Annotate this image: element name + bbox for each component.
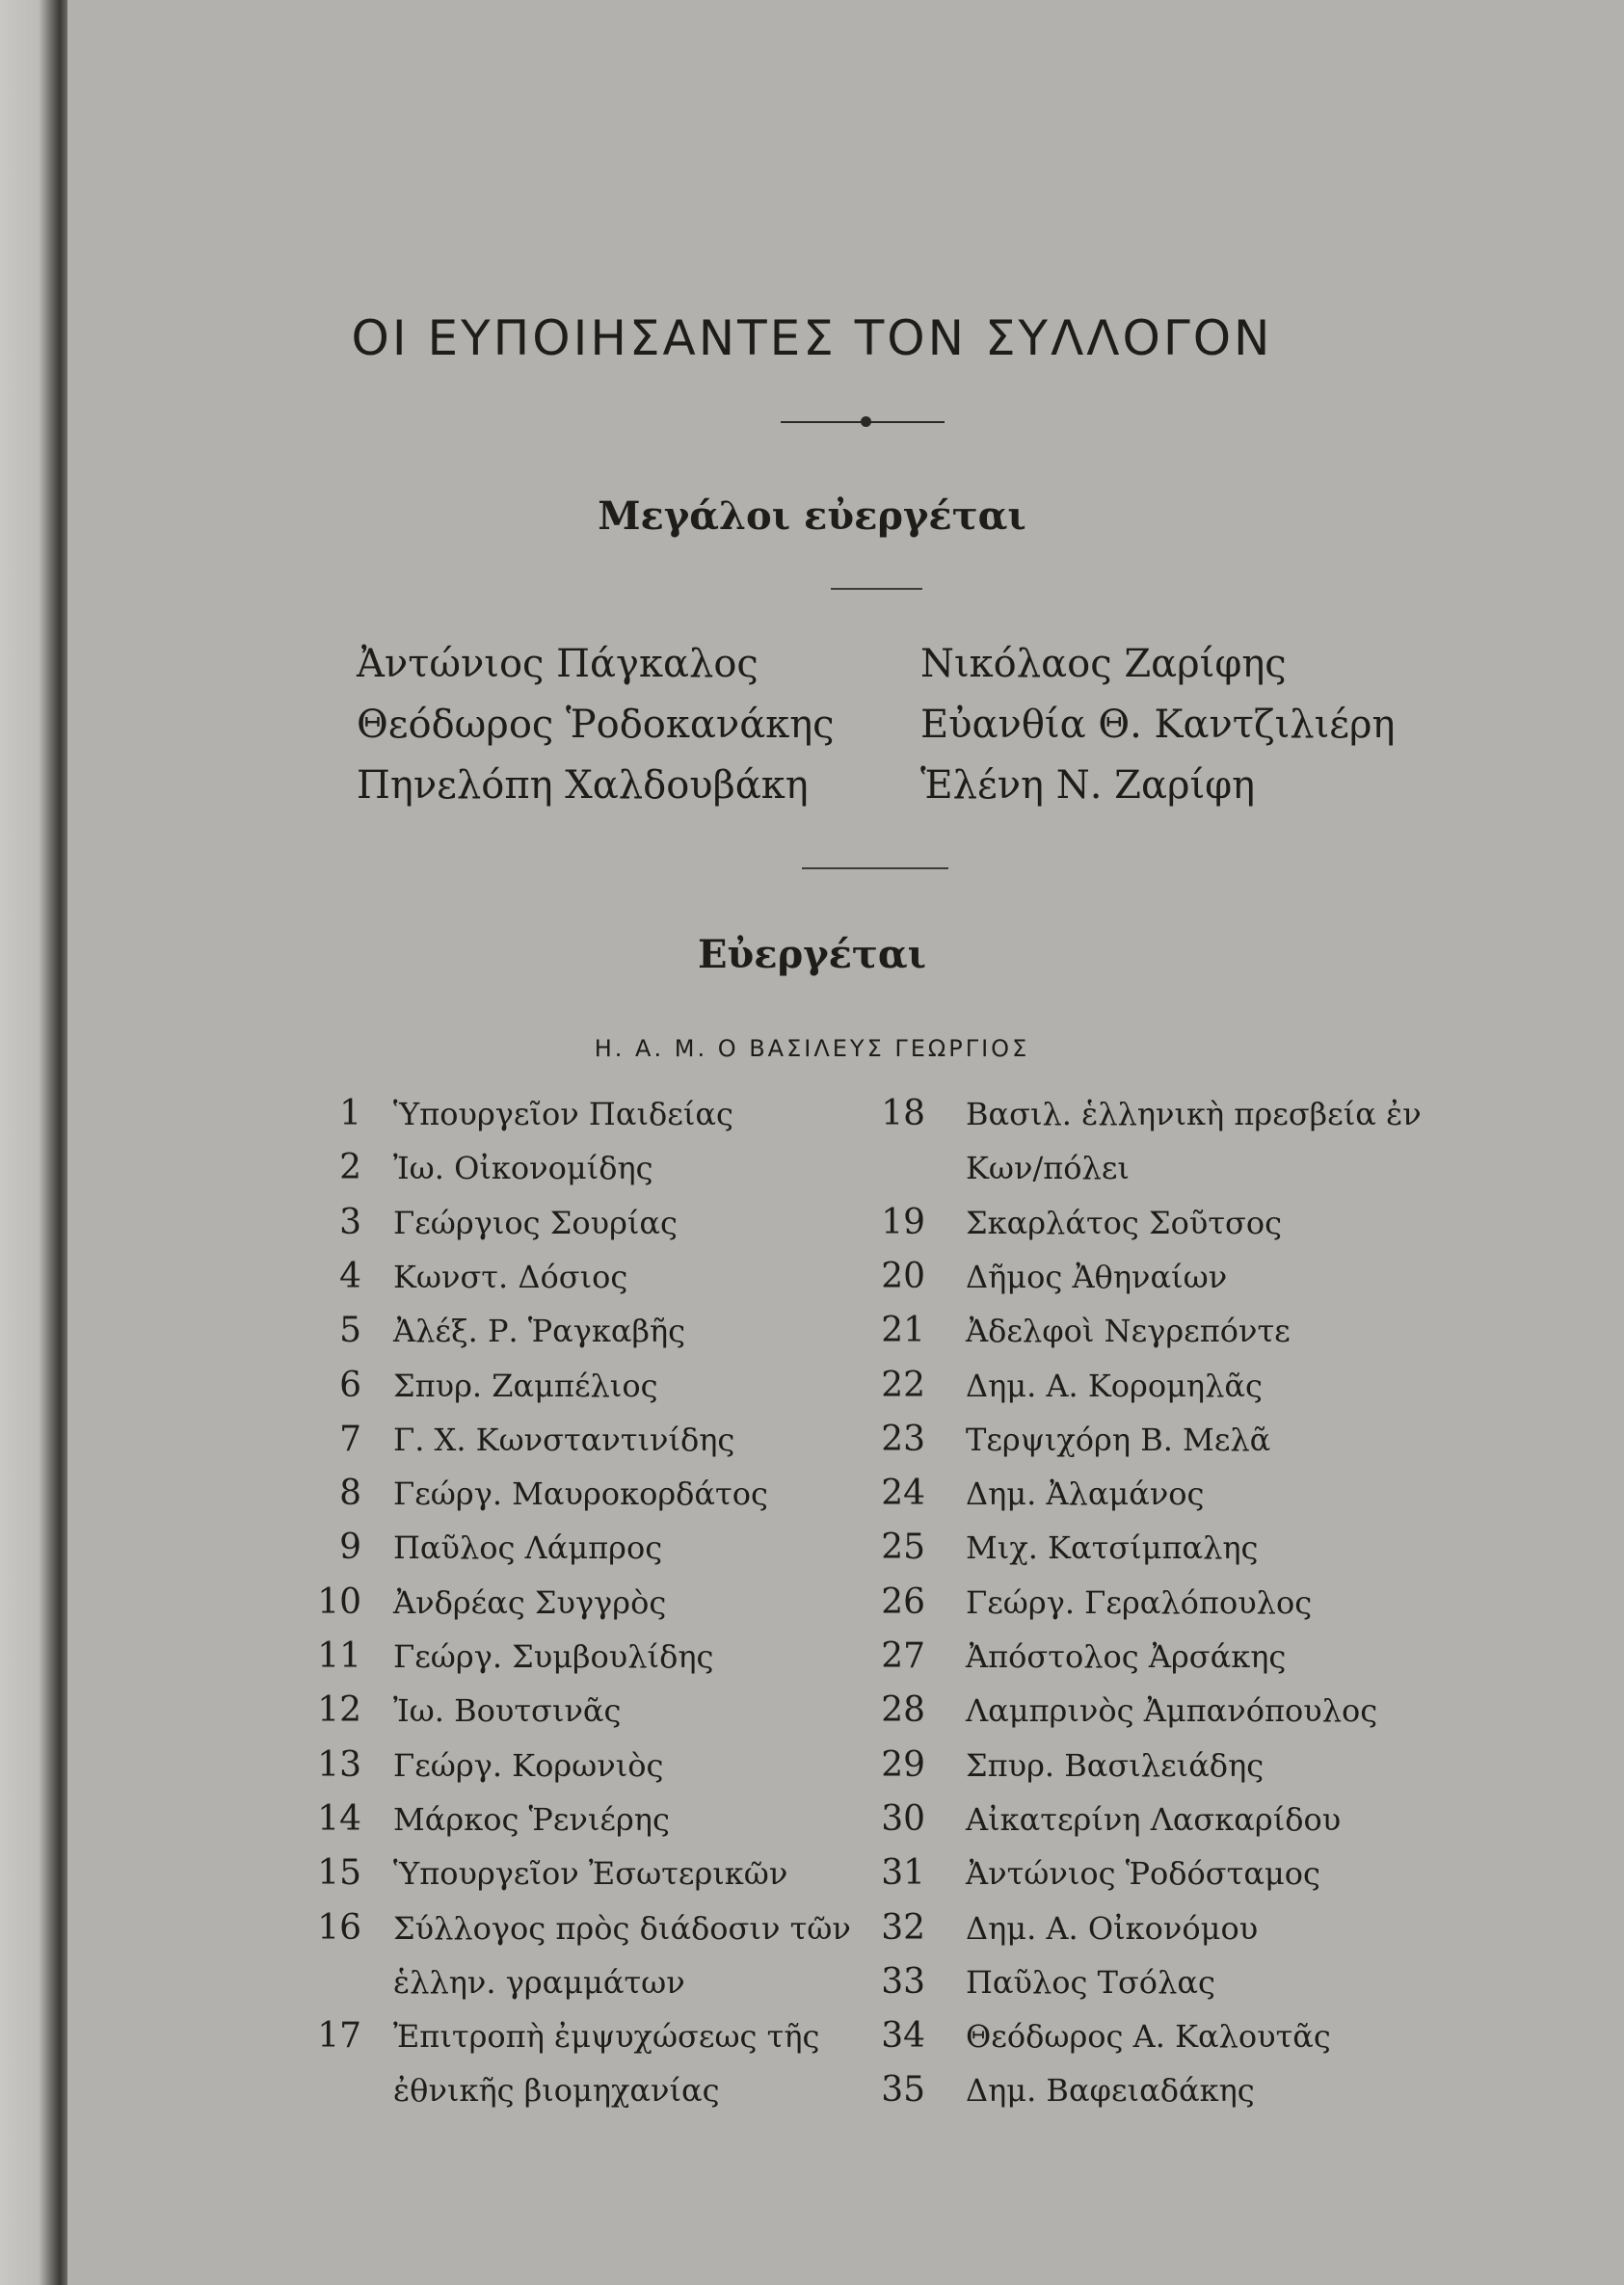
benefactor-number: 29 [881, 1744, 925, 1785]
benefactor-name: Γεώργ. Γεραλόπουλος [966, 1583, 1313, 1621]
benefactor-name: Κων/πόλει [966, 1150, 1130, 1187]
benefactor-number: 27 [881, 1636, 925, 1676]
benefactor-name: Γεώργ. Κορωνιὸς [393, 1746, 664, 1784]
benefactor-number: 7 [339, 1419, 361, 1459]
benefactor-name: Ἀπόστολος Ἀρσάκης [966, 1638, 1287, 1675]
major-benefactor-name: Νικόλαος Ζαρίφης [920, 642, 1287, 686]
benefactor-number: 15 [317, 1853, 361, 1894]
benefactor-name: Γεώργ. Συμβουλίδης [393, 1638, 714, 1675]
benefactor-number: 20 [881, 1256, 925, 1296]
benefactor-number: 6 [339, 1365, 361, 1405]
benefactor-number: 31 [881, 1853, 925, 1894]
benefactor-name: Τερψιχόρη Β. Μελᾶ [966, 1421, 1271, 1458]
benefactor-name: Ἀνδρέας Συγγρὸς [393, 1583, 667, 1621]
title-ornament-dot [861, 416, 871, 427]
benefactor-number: 17 [317, 2016, 361, 2057]
major-benefactor-name: Εὐανθία Θ. Καντζιλιέρη [920, 703, 1396, 747]
benefactor-name: Δημ. Α. Οἰκονόμου [966, 1909, 1259, 1947]
benefactor-name: Κωνστ. Δόσιος [393, 1258, 628, 1295]
benefactor-name: Ἰω. Βουτσινᾶς [393, 1692, 622, 1730]
benefactors-heading: Εὐεργέται [698, 932, 926, 977]
benefactor-name: Ἀδελφοὶ Νεγρεπόντε [966, 1313, 1291, 1350]
benefactor-number: 9 [339, 1528, 361, 1568]
benefactor-name: Μάρκος Ῥενιέρης [393, 1800, 670, 1838]
benefactor-number: 4 [339, 1256, 361, 1296]
benefactor-name: Σύλλογος πρὸς διάδοσιν τῶν [393, 1909, 851, 1947]
benefactor-name: Δημ. Α. Κορομηλᾶς [966, 1367, 1263, 1404]
benefactor-name: Λαμπρινὸς Ἀμπανόπουλος [966, 1692, 1378, 1730]
benefactor-name: Παῦλος Τσόλας [966, 1963, 1215, 2001]
major-benefactors-right-column [920, 634, 1396, 816]
benefactor-number: 35 [881, 2070, 925, 2111]
major-benefactor-name: Ἀντώνιος Πάγκαλος [357, 642, 759, 686]
benefactor-number: 21 [881, 1311, 925, 1351]
benefactor-number: 11 [317, 1636, 361, 1676]
benefactor-name: Ὑπουργεῖον Παιδείας [393, 1096, 733, 1132]
benefactor-name: Σπυρ. Ζαμπέλιος [393, 1367, 658, 1404]
benefactor-number: 5 [339, 1311, 361, 1351]
benefactor-name: Δημ. Ἀλαμάνος [966, 1475, 1205, 1513]
royal-patron: Η. Α. Μ. Ο ΒΑΣΙΛΕΥΣ ΓΕΩΡΓΙΟΣ [594, 1035, 1030, 1062]
benefactor-number: 30 [881, 1798, 925, 1839]
benefactor-name: Δῆμος Ἀθηναίων [966, 1258, 1228, 1295]
benefactor-number: 13 [317, 1744, 361, 1785]
benefactor-name: Γεώργ. Μαυροκορδάτος [393, 1475, 768, 1513]
benefactor-name: Ἰω. Οἰκονομίδης [393, 1150, 653, 1187]
benefactor-number: 3 [339, 1202, 361, 1242]
major-benefactors-heading: Μεγάλοι εὐεργέται [598, 493, 1026, 539]
benefactor-name: Σκαρλάτος Σοῦτσος [966, 1204, 1283, 1241]
benefactor-name: Βασιλ. ἑλληνικὴ πρεσβεία ἐν [966, 1096, 1422, 1132]
major-benefactor-name: Πηνελόπη Χαλδουβάκη [357, 763, 809, 808]
benefactor-number: 22 [881, 1365, 925, 1405]
benefactor-name: Σπυρ. Βασιλειάδης [966, 1746, 1265, 1784]
benefactor-number: 34 [881, 2016, 925, 2057]
benefactor-name: Αἰκατερίνη Λασκαρίδου [966, 1800, 1342, 1838]
benefactor-name: ἐθνικῆς βιομηχανίας [393, 2072, 720, 2110]
benefactor-number: 8 [339, 1474, 361, 1514]
major-benefactors-left-column [357, 634, 835, 816]
benefactor-number: 14 [317, 1798, 361, 1839]
benefactor-name: Θεόδωρος Α. Καλουτᾶς [966, 2018, 1331, 2056]
benefactor-number: 1 [339, 1094, 361, 1133]
benefactor-number: 19 [881, 1202, 925, 1242]
benefactor-name: Μιχ. Κατσίμπαλης [966, 1529, 1259, 1567]
page-title: ΟΙ ΕΥΠΟΙΗΣΑΝΤΕΣ ΤΟΝ ΣΥΛΛΟΓΟΝ [351, 310, 1273, 366]
benefactor-number: 10 [317, 1581, 361, 1622]
major-benefactor-name: Θεόδωρος Ῥοδοκανάκης [357, 703, 835, 747]
benefactor-number: 16 [317, 1907, 361, 1948]
section-divider [831, 588, 922, 590]
benefactor-name: Ὑπουργεῖον Ἐσωτερικῶν [393, 1855, 788, 1893]
benefactor-number: 26 [881, 1581, 925, 1622]
benefactor-number: 28 [881, 1690, 925, 1731]
benefactor-name: Δημ. Βαφειαδάκης [966, 2072, 1255, 2110]
benefactor-number: 24 [881, 1474, 925, 1514]
major-benefactor-name: Ἑλένη Ν. Ζαρίφη [920, 763, 1256, 808]
benefactor-name: Ἀλέξ. Ρ. Ῥαγκαβῆς [393, 1313, 686, 1350]
benefactor-number: 2 [339, 1148, 361, 1188]
benefactor-number: 23 [881, 1419, 925, 1459]
benefactor-name: Ἐπιτροπὴ ἐμψυχώσεως τῆς [393, 2018, 820, 2056]
benefactor-name: Παῦλος Λάμπρος [393, 1529, 663, 1567]
benefactor-number: 32 [881, 1907, 925, 1948]
benefactor-name: Ἀντώνιος Ῥοδόσταμος [966, 1855, 1320, 1893]
benefactor-number: 12 [317, 1690, 361, 1731]
benefactor-number: 25 [881, 1528, 925, 1568]
benefactor-name: ἑλλην. γραμμάτων [393, 1963, 685, 2001]
section-divider [802, 867, 948, 869]
benefactor-number: 18 [881, 1094, 925, 1133]
benefactor-number: 33 [881, 1961, 925, 2002]
benefactor-name: Γ. Χ. Κωνσταντινίδης [393, 1421, 735, 1458]
benefactor-name: Γεώργιος Σουρίας [393, 1204, 678, 1241]
